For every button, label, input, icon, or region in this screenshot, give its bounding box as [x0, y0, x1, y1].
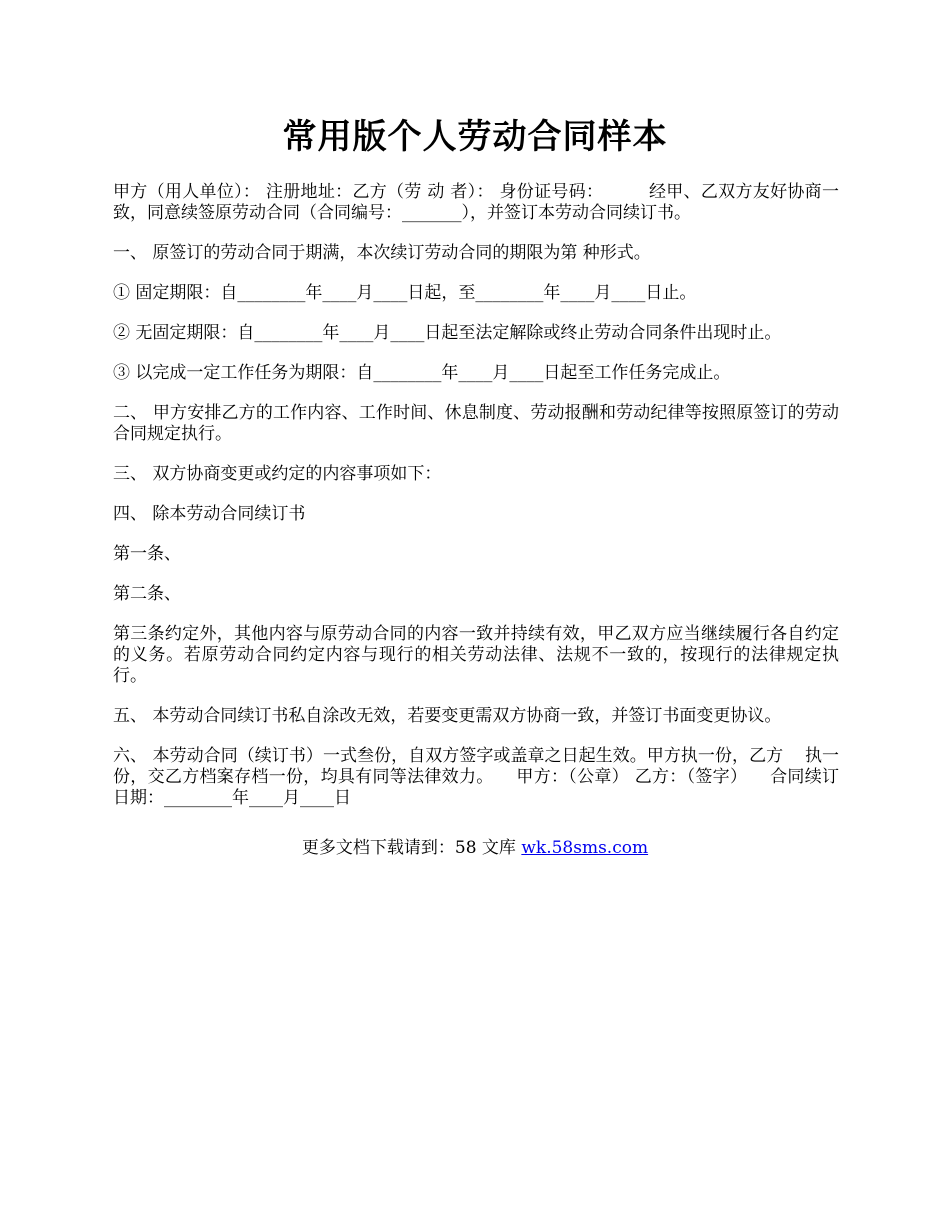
paragraph-article-3: 第三条约定外，其他内容与原劳动合同的内容一致并持续有效，甲乙双方应当继续履行各自约定的义务。若原劳动合同约定内容与现行的相关劳动法律、法规不一致的，按现行的法律规定执行。: [113, 624, 839, 686]
footer-prefix: 更多文档下载请到：58 文库: [301, 838, 522, 858]
paragraph-article-1: 第一条、: [113, 544, 181, 564]
paragraph-clause-3: 三、 双方协商变更或约定的内容事项如下：: [113, 464, 442, 484]
footer-link[interactable]: wk.58sms.com: [521, 838, 649, 858]
paragraph-open-term: ② 无固定期限：自________年____月____日起至法定解除或终止劳动合同条件出现时止。: [113, 323, 782, 343]
paragraph-article-2: 第二条、: [113, 584, 181, 604]
paragraph-fixed-term: ① 固定期限：自________年____月____日起，至________年____月____日止。: [113, 283, 697, 303]
paragraph-clause-2: 二、 甲方安排乙方的工作内容、工作时间、休息制度、劳动报酬和劳动纪律等按照原签订的劳动合同规定执行。: [113, 403, 839, 444]
paragraph-parties: 甲方（用人单位）： 注册地址：乙方（劳 动 者）： 身份证号码： 经甲、乙双方友好协商一致，同意续签原劳动合同（合同编号：_______），并签订本劳动合同续订书。: [113, 182, 839, 223]
document-title: 常用版个人劳动合同样本: [282, 117, 668, 157]
paragraph-clause-1: 一、 原签订的劳动合同于期满，本次续订劳动合同的期限为第 种形式。: [113, 243, 651, 263]
document-footer: [0, 838, 950, 859]
paragraph-clause-4: 四、 除本劳动合同续订书: [113, 504, 306, 524]
paragraph-clause-6: 六、 本劳动合同（续订书）一式叁份，自双方签字或盖章之日起生效。甲方执一份，乙方 执一份，交乙方档案存档一份，均具有同等法律效力。 甲方：（公章） 乙方：（签字） 合同续订日期：________年____月____日: [113, 746, 839, 808]
paragraph-clause-5: 五、 本劳动合同续订书私自涂改无效，若要变更需双方协商一致，并签订书面变更协议。: [113, 706, 782, 726]
paragraph-task-term: ③ 以完成一定工作任务为期限：自________年____月____日起至工作任务完成止。: [113, 363, 731, 383]
document-body: [113, 182, 839, 828]
